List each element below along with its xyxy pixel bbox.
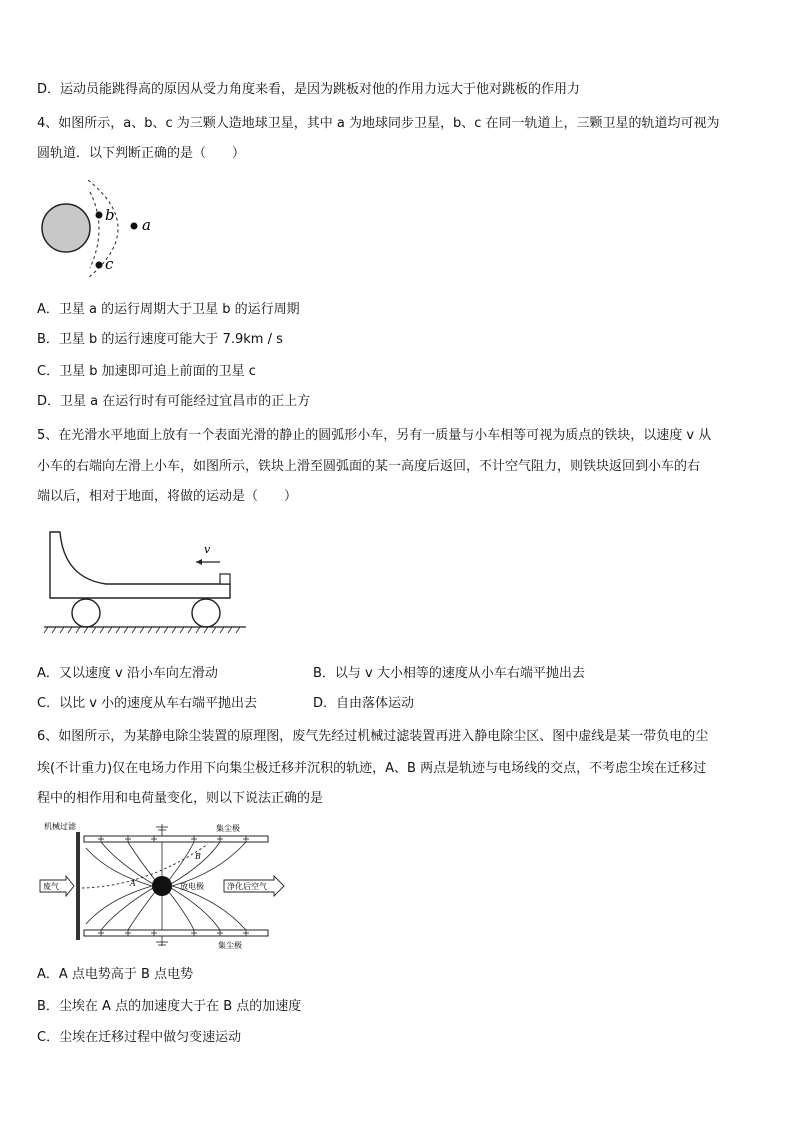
discharge-electrode [152, 876, 172, 896]
collector-bottom-plate [84, 930, 268, 936]
label-point-b: B [195, 852, 201, 861]
cart-body [50, 532, 230, 598]
q4-option-b: B．卫星 b 的运行速度可能大于 7.9km / s [37, 332, 283, 347]
velocity-arrowhead [196, 559, 202, 565]
label-c: c [105, 255, 114, 273]
orbit-bc [90, 192, 99, 268]
q5-stem-line3: 端以后，相对于地面，将做的运动是（ ） [37, 489, 298, 504]
q5-option-d: D．自由落体运动 [313, 696, 415, 711]
q5-option-b: B．以与 v 大小相等的速度从小车右端平抛出去 [313, 666, 585, 681]
q6-option-c: C．尘埃在迁移过程中做匀变速运动 [37, 1030, 242, 1045]
label-v: v [204, 543, 211, 556]
q6-precipitator-figure [38, 818, 288, 950]
q4-option-c: C．卫星 b 加速即可追上前面的卫星 c [37, 364, 256, 379]
label-inlet: 废气 [43, 882, 59, 891]
label-filter: 机械过滤 [44, 822, 76, 831]
filter-plate [76, 832, 80, 940]
ground-hatching [44, 627, 240, 633]
satellite-b-dot [96, 212, 103, 219]
collector-top-plate [84, 836, 268, 842]
label-collector-bottom: 集尘极 [218, 941, 242, 950]
q4-satellite-figure [38, 178, 168, 282]
satellite-c-dot [96, 262, 103, 269]
satellite-a-dot [131, 223, 138, 230]
label-b: b [105, 206, 115, 224]
q5-option-a: A．又以速度 v 沿小车向左滑动 [37, 666, 218, 681]
q6-stem-line2: 埃(不计重力)仅在电场力作用下向集尘极迁移并沉积的轨迹，A、B 两点是轨迹与电场线的交点，不考虑尘埃在迁移过 [37, 761, 707, 776]
q5-cart-figure [40, 526, 250, 638]
label-a: a [142, 216, 151, 234]
q4-option-a: A．卫星 a 的运行周期大于卫星 b 的运行周期 [37, 302, 300, 317]
left-wheel [72, 599, 100, 627]
q6-option-b: B．尘埃在 A 点的加速度大于在 B 点的加速度 [37, 999, 302, 1014]
label-collector-top: 集尘极 [216, 824, 240, 833]
iron-block [220, 574, 230, 584]
q4-stem-line1: 4、如图所示，a、b、c 为三颗人造地球卫星，其中 a 为地球同步卫星，b、c 在同一轨道上，三颗卫星的轨道均可视为 [37, 116, 720, 131]
label-discharge: 放电极 [180, 882, 204, 891]
label-point-a: A [130, 879, 136, 888]
q6-option-a: A．A 点电势高于 B 点电势 [37, 967, 194, 982]
earth-circle [42, 204, 90, 252]
q4-option-d: D．卫星 a 在运行时有可能经过宜昌市的正上方 [37, 394, 311, 409]
right-wheel [192, 599, 220, 627]
q5-option-c: C．以比 v 小的速度从车右端平抛出去 [37, 696, 258, 711]
q6-stem-line1: 6、如图所示，为某静电除尘装置的原理图，废气先经过机械过滤装置再进入静电除尘区、图中虚线是某一带负电的尘 [37, 729, 709, 744]
q5-stem-line1: 5、在光滑水平地面上放有一个表面光滑的静止的圆弧形小车，另有一质量与小车相等可视为质点的铁块，以速度 v 从 [37, 428, 712, 443]
q5-stem-line2: 小车的右端向左滑上小车，如图所示，铁块上滑至圆弧面的某一高度后返回，不计空气阻力，则铁块返回到小车的右 [37, 459, 701, 474]
q6-stem-line3: 程中的相作用和电荷量变化，则以下说法正确的是 [37, 791, 324, 806]
q4-stem-line2: 圆轨道．以下判断正确的是（ ） [37, 146, 246, 161]
label-outlet: 净化后空气 [227, 882, 267, 891]
q3-option-d: D．运动员能跳得高的原因从受力角度来看，是因为跳板对他的作用力远大于他对跳板的作用力 [37, 82, 581, 97]
